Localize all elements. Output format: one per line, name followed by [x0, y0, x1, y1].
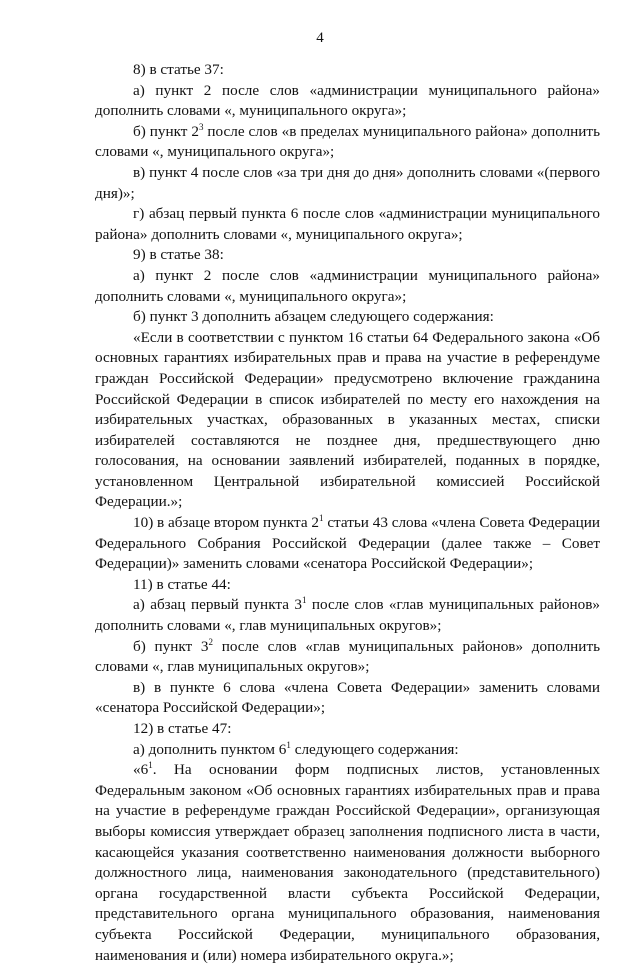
- paragraph-text: следующего содержания:: [290, 740, 459, 758]
- paragraph-text: «6: [133, 761, 149, 779]
- paragraph-text: «Если в соответствии с пунктом 16 статьи 64 Федерального закона «Об основных гарантиях избирательных прав и права на участие в референдуме граждан Российской Федерации» предусмотрено включение гражданина Российской Федерации в список избирателей по месту его нахождения на избирательных участках, образованных в указанных местах, списки избирателей составляются не позднее дня, предшествующего дню голосования, на основании заявлений избирателей, поданных в порядке, установленном Центральной избирательной комиссией Российской Федерации.»;: [95, 328, 600, 511]
- paragraph-text: б) пункт 2: [133, 122, 199, 140]
- superscript: 2: [208, 636, 213, 647]
- paragraph: [95, 307, 600, 328]
- superscript: 1: [286, 739, 291, 750]
- paragraph-text: в) в пункте 6 слова «члена Совета Федерации» заменить словами «сенатора Российской Федерации»;: [95, 678, 600, 717]
- paragraph: [95, 595, 600, 636]
- paragraph: [95, 328, 600, 513]
- paragraph: [95, 719, 600, 740]
- paragraph-text: 9) в статье 38:: [133, 246, 224, 264]
- paragraph-text: а) пункт 2 после слов «администрации муниципального района» дополнить словами «, муниципального округа»;: [95, 266, 600, 305]
- paragraph-text: 8) в статье 37:: [133, 61, 224, 78]
- paragraph-text: 10) в абзаце втором пункта 2: [133, 514, 320, 532]
- paragraph: [95, 163, 600, 204]
- paragraph-text: статьи 43 слова «члена Совета Федерации Федерального Собрания Российской Федерации (далее также – Совет Федерации)» заменить словами «сенатора Российской Федерации»;: [95, 514, 600, 573]
- paragraph-text: 11) в статье 44:: [133, 575, 231, 593]
- page-number: 4: [316, 30, 324, 46]
- paragraph-text: в) пункт 4 после слов «за три дня до дня» дополнить словами «(первого дня)»;: [95, 163, 600, 202]
- paragraph: [95, 575, 600, 596]
- paragraph: [95, 81, 600, 122]
- paragraph-text: а) абзац первый пункта 3: [133, 596, 302, 614]
- paragraph-text: после слов «в пределах муниципального района» дополнить словами «, муниципального округа»;: [95, 122, 600, 161]
- paragraph: [95, 740, 600, 761]
- paragraph-text: б) пункт 3: [133, 637, 209, 655]
- paragraph-text: г) абзац первый пункта 6 после слов «администрации муниципального района» дополнить словами «, муниципального округа»;: [95, 205, 600, 243]
- document-body: [95, 60, 600, 966]
- superscript: 1: [319, 513, 324, 524]
- paragraph: [95, 204, 600, 245]
- paragraph: [95, 637, 600, 678]
- paragraph-text: . На основании форм подписных листов, установленных Федеральным законом «Об основных гарантиях избирательных прав и права на участие в референдуме граждан Российской Федерации», организующая выборы комиссия утверждает образец заполнения подписного листа в части, касающейся указания соответственно наименования должности выборного должностного лица, наименования законодательного (представительного) органа государственной власти субъекта Российской Федерации, представительного органа муниципального образования, наименования субъекта Российской Федерации, муниципального образования, наименования и (или) номера избирательного округа.»;: [95, 761, 600, 964]
- paragraph: [95, 245, 600, 266]
- paragraph-text: а) дополнить пунктом 6: [133, 740, 287, 758]
- paragraph-text: после слов «глав муниципальных районов» дополнить словами «, глав муниципальных округов»;: [95, 637, 601, 676]
- paragraph-text: а) пункт 2 после слов «администрации муниципального района» дополнить словами «, муниципального округа»;: [95, 81, 600, 120]
- superscript: 3: [198, 121, 204, 132]
- paragraph: [95, 760, 600, 966]
- paragraph: [95, 122, 600, 163]
- paragraph: [95, 513, 600, 575]
- paragraph: [95, 678, 600, 719]
- paragraph-text: после слов «глав муниципальных районов» дополнить словами «, глав муниципальных округов»;: [95, 596, 600, 635]
- paragraph-text: б) пункт 3 дополнить абзацем следующего содержания:: [133, 308, 494, 326]
- paragraph-text: 12) в статье 47:: [133, 720, 232, 737]
- paragraph: [95, 266, 600, 307]
- paragraph: [95, 60, 600, 81]
- superscript: 1: [148, 760, 153, 771]
- superscript: 1: [301, 595, 307, 606]
